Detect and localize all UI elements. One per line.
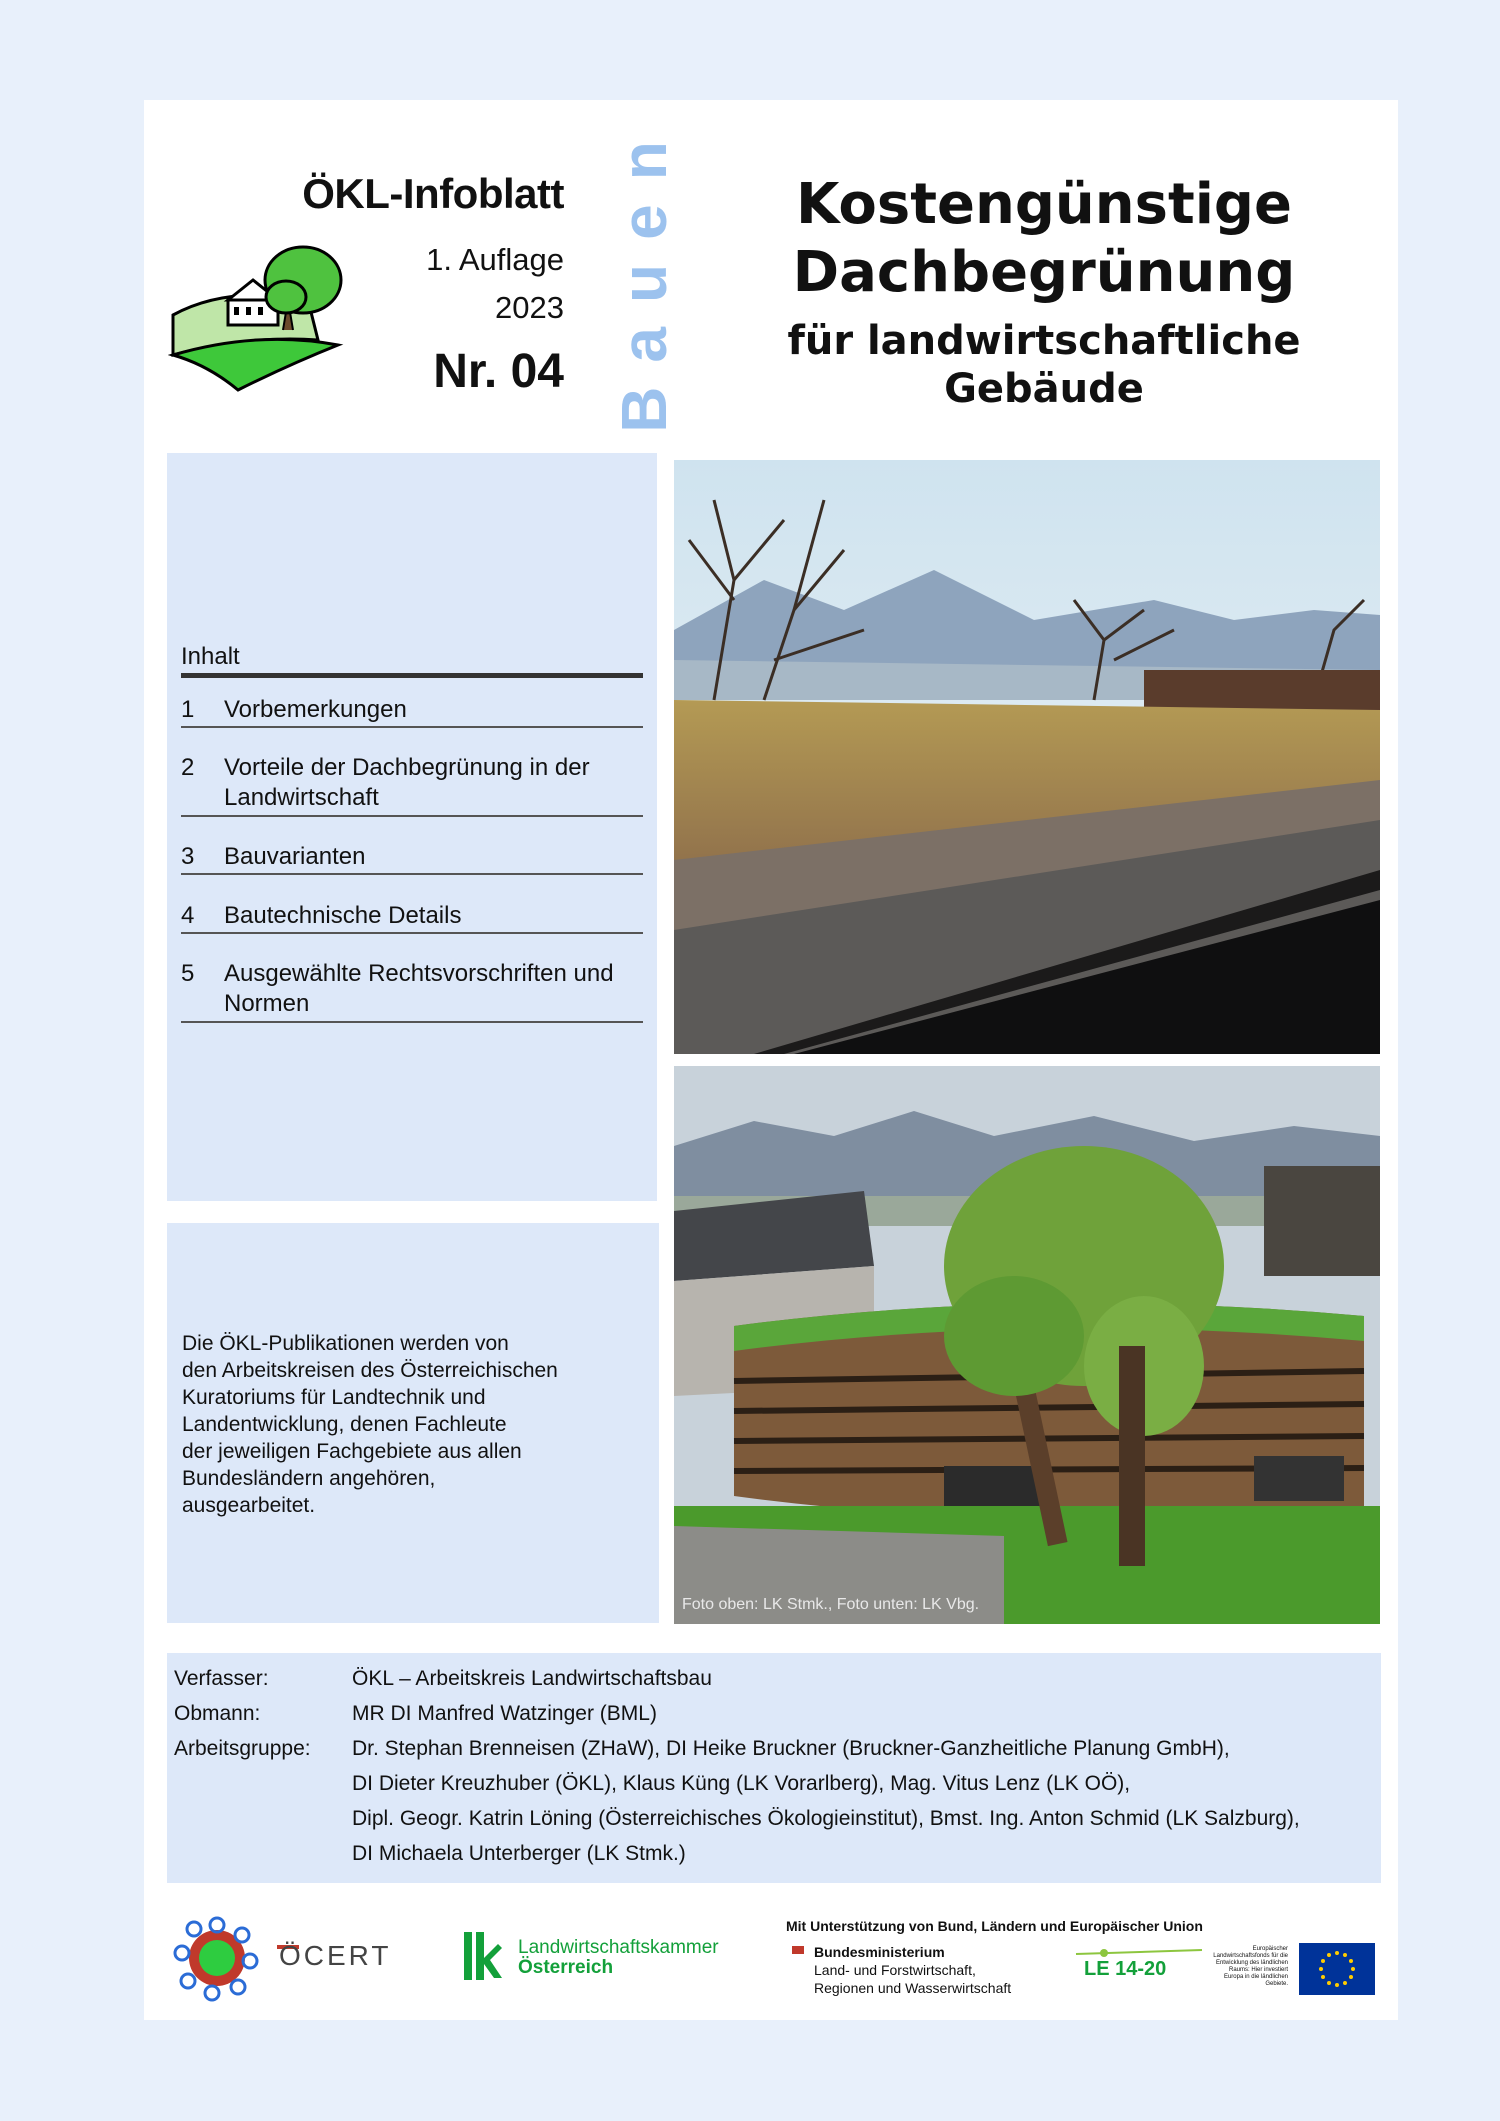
support-notice: Mit Unterstützung von Bund, Ländern und Europäischer Union [786, 1918, 1203, 1934]
ministry-name [814, 1943, 1011, 1997]
toc-divider [181, 1021, 643, 1023]
issue-number: Nr. 04 [433, 345, 564, 398]
publication-info-box [167, 1223, 659, 1623]
author-row-label: Obmann: [174, 1702, 261, 1725]
toc-item-number: 5 [181, 960, 195, 987]
series-title: ÖKL-Infoblatt [302, 170, 564, 217]
green-roof-photo-bottom [674, 1066, 1380, 1624]
author-row-value: Dr. Stephan Brenneisen (ZHaW), DI Heike Bruckner (Bruckner-Ganzheitliche Planung GmbH), [352, 1737, 1230, 1760]
table-of-contents [167, 453, 657, 1201]
toc-item-label: Vorbemerkungen [224, 696, 407, 723]
toc-divider [181, 932, 643, 934]
toc-item-number: 3 [181, 843, 195, 870]
toc-item[interactable] [181, 753, 643, 813]
authors-box [167, 1653, 1381, 1883]
green-roof-photo-top [674, 460, 1380, 1054]
author-row-label: Verfasser: [174, 1667, 269, 1690]
okl-farm-logo [168, 245, 368, 395]
author-row-value: MR DI Manfred Watzinger (BML) [352, 1702, 657, 1725]
toc-divider [181, 815, 643, 817]
austria-flag-icon [792, 1946, 804, 1954]
author-row-label: Arbeitsgruppe: [174, 1737, 311, 1760]
toc-divider [181, 726, 643, 728]
author-row-value: Dipl. Geogr. Katrin Löning (Österreichisches Ökologieinstitut), Bmst. Ing. Anton Schmid (LK Salzburg), [352, 1807, 1300, 1830]
le-program-label: LE 14-20 [1084, 1958, 1167, 1980]
lk-name-line1: Landwirtschaftskammer [518, 1937, 719, 1958]
toc-heading: Inhalt [181, 643, 240, 670]
toc-item-label: Bautechnische Details [224, 902, 462, 929]
ministry-line2: Land- und Forstwirtschaft, [814, 1962, 976, 1978]
ministry-line1: Bundesministerium [814, 1944, 945, 1960]
toc-item-label: Vorteile der Dachbegrünung in der Landwirtschaft [224, 754, 590, 811]
author-row-value: DI Michaela Unterberger (LK Stmk.) [352, 1842, 686, 1865]
toc-item[interactable] [181, 959, 643, 1019]
author-row-value: DI Dieter Kreuzhuber (ÖKL), Klaus Küng (LK Vorarlberg), Mag. Vitus Lenz (LK OÖ), [352, 1772, 1131, 1795]
category-text: Bauen [608, 117, 680, 433]
year-label: 2023 [495, 290, 564, 325]
publication-info-text: Die ÖKL-Publikationen werden von den Arbeitskreisen des Österreichischen Kuratoriums für Landtechnik und Landentwicklung, denen Fachleute der jeweiligen Fachgebiete aus allen Bundesländern angehören, ausgearbeitet. [182, 1332, 558, 1517]
toc-divider [181, 873, 643, 875]
le-program-logo [1074, 1948, 1204, 1988]
toc-heading-rule [181, 673, 643, 678]
toc-item-number: 1 [181, 696, 195, 723]
eu-fund-text: Europäischer Landwirtschaftsfonds für die Entwicklung des ländlichen Raums: Hier investiert Europa in die ländlichen Gebiete. [1213, 1946, 1288, 1987]
subtitle-line2: Gebäude [944, 366, 1144, 412]
subtitle-line1: für landwirtschaftliche [787, 318, 1301, 364]
main-title-line1: Kostengünstige [795, 172, 1292, 237]
category-vertical-label [604, 115, 684, 435]
document-page [144, 100, 1398, 2020]
okcert-logo-text: ÖCERT [279, 1940, 392, 1971]
ministry-line3: Regionen und Wasserwirtschaft [814, 1980, 1012, 1996]
photo-credit: Foto oben: LK Stmk., Foto unten: LK Vbg. [682, 1596, 980, 1613]
partner-logo-icon [172, 1913, 262, 2003]
lk-logo-icon [462, 1930, 502, 1982]
toc-item-number: 2 [181, 754, 195, 781]
toc-item-number: 4 [181, 902, 195, 929]
toc-item-label: Ausgewählte Rechtsvorschriften und Normen [224, 960, 614, 1017]
eu-flag-icon [1299, 1943, 1375, 1995]
main-title-line2: Dachbegrünung [792, 240, 1296, 305]
author-row-value: ÖKL – Arbeitskreis Landwirtschaftsbau [352, 1667, 712, 1690]
edition-label: 1. Auflage [426, 242, 564, 277]
lk-name [518, 1938, 719, 1978]
lk-name-line2: Österreich [518, 1957, 614, 1978]
toc-item-label: Bauvarianten [224, 843, 366, 870]
